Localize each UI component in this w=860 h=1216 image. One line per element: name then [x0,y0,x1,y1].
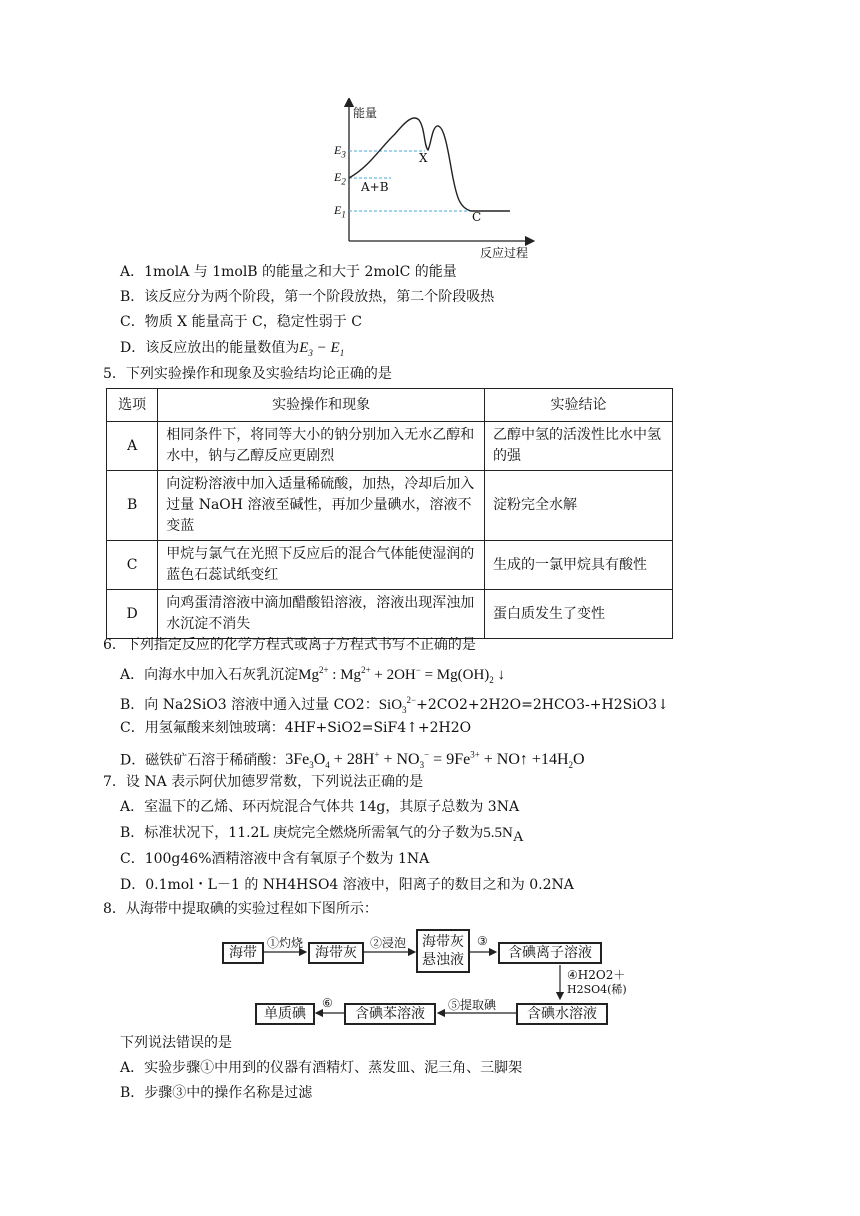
q4-option-a: A．1molA 与 1molB 的能量之和大于 2molC 的能量 [120,264,457,280]
flow-step-2: ②浸泡 [370,936,407,950]
x-axis-label: 反应过程 [480,246,529,260]
e3-label: $E_3$ [334,143,346,160]
q7-option-c: C．100g46%酒精溶液中含有氧原子个数为 1NA [120,851,430,867]
q8-option-a: A．实验步骤①中用到的仪器有酒精灯、蒸发皿、泥三角、三脚架 [120,1060,523,1076]
flow-step-4-line1: ④H2O2＋ [567,968,626,982]
q5-table [106,388,673,639]
q6-option-b: B．向 Na2SiO3 溶液中通入过量 CO2：SiO$_3^{2-}$+2CO2+2H2O=2HCO3-+H2SiO3↓ [120,695,669,715]
flow-step-4-line2: H2SO4(稀) [567,983,627,996]
q4-option-c: C．物质 X 能量高于 C，稳定性弱于 C [120,314,362,330]
table-row: C 甲烷与氯气在光照下反应后的混合气体能使湿润的蓝色石蕊试纸变红 生成的一氯甲烷具有酸性 [107,541,673,590]
flow-step-1: ①灼烧 [267,936,304,950]
energy-diagram [325,98,540,263]
q6-stem: 6．下列指定反应的化学方程式或离子方程式书写不正确的是 [103,637,476,653]
point-x-label: X [419,151,428,165]
flow-step-5: ⑤提取碘 [448,998,497,1012]
flow-box-kelp-ash: 海带灰 [308,942,364,964]
flow-box-iodine-benzene: 含碘苯溶液 [344,1003,436,1025]
flow-step-3: ③ [477,934,488,948]
q5-stem: 5．下列实验操作和现象及实验结均论正确的是 [103,366,392,382]
q8-option-b: B．步骤③中的操作名称是过滤 [120,1085,313,1101]
q8-sub-stem: 下列说法错误的是 [120,1035,232,1051]
y-axis-label: 能量 [353,106,378,120]
q4-option-d: D．该反应放出的能量数值为$E_3 - E_1$ [120,340,345,358]
q4-option-b: B．该反应分为两个阶段，第一个阶段放热，第二个阶段吸热 [120,289,495,305]
table-header-row [107,389,673,422]
table-row: A 相同条件下，将同等大小的钠分别加入无水乙醇和水中，钠与乙醇反应更剧烈 乙醇中氢的活泼性比水中氢的强 [107,422,673,471]
e2-label: $E_2$ [334,170,346,187]
header-operation: 实验操作和现象 [158,389,485,422]
q7-option-a: A．室温下的乙烯、环丙烷混合气体共 14g，其原子总数为 3NA [120,799,520,815]
q8-stem: 8．从海带中提取碘的实验过程如下图所示： [103,901,378,917]
q6-option-a: A．向海水中加入石灰乳沉淀$Mg^{2+}$ : $Mg^{2+} + 2OH^- = Mg(OH)_2$ ↓ [120,665,506,685]
product-label: C [472,210,482,224]
q7-option-b: B．标准状况下，11.2L 庚烷完全燃烧所需氧气的分子数为$5.5N_A$ [120,825,524,845]
flow-box-iodide-solution: 含碘离子溶液 [498,942,602,964]
q6-option-c: C．用氢氟酸来刻蚀玻璃：4HF+SiO2=SiF4↑+2H2O [120,720,472,736]
flow-box-iodine-water: 含碘水溶液 [516,1003,608,1025]
flow-box-ash-suspension: 海带灰 悬浊液 [416,929,470,973]
table-row: B 向淀粉溶液中加入适量稀硫酸，加热，冷却后加入过量 NaOH 溶液至碱性，再加少量碘水，溶液不变蓝 淀粉完全水解 [107,471,673,541]
q7-option-d: D．0.1mol・L－1 的 NH4HSO4 溶液中，阳离子的数目之和为 0.2NA [120,877,574,893]
q7-stem: 7．设 NA 表示阿伏加德罗常数，下列说法正确的是 [103,774,424,790]
header-option: 选项 [107,389,158,422]
table-row: D 向鸡蛋清溶液中滴加醋酸铅溶液，溶液出现浑浊加水沉淀不消失 蛋白质发生了变性 [107,590,673,639]
e1-label: $E_1$ [334,203,346,220]
reactants-label: A+B [361,180,389,194]
flow-box-elemental-iodine: 单质碘 [255,1003,315,1025]
header-conclusion: 实验结论 [484,389,672,422]
flow-box-kelp: 海带 [222,942,264,964]
energy-curve [349,118,510,211]
q6-option-d: D．磁铁矿石溶于稀硝酸：$3Fe_3O_4 + 28H^+ + NO_3^- = 9Fe^{3+}$ + NO↑ $+14H_2O$ [120,750,585,771]
flow-step-6: ⑥ [322,996,333,1010]
